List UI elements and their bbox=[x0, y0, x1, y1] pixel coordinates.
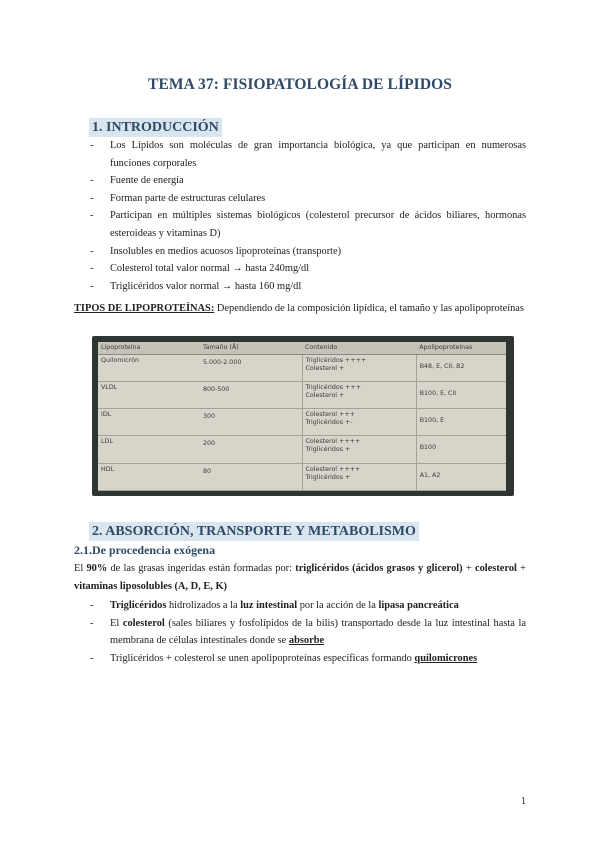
bullet-text: Colesterol total valor normal → hasta 240mg/dl bbox=[110, 263, 310, 275]
table-cell: B100, E, CII bbox=[416, 381, 506, 408]
bullet-dash: - bbox=[90, 600, 94, 611]
bullet-text: Los Lípidos son moléculas de gran importancia biológica, ya que participan en numerosas funciones corporales bbox=[110, 140, 526, 169]
text-bold: luz intestinal bbox=[240, 600, 298, 611]
grasas-paragraph bbox=[74, 560, 526, 595]
table-row bbox=[98, 463, 506, 490]
text: El bbox=[74, 563, 87, 574]
table-cell: Triglicéridos +++ Colesterol + bbox=[302, 381, 416, 408]
text-bold: 90% bbox=[86, 563, 108, 574]
bullet-text: Participan en múltiples sistemas biológicos (colesterol precursor de ácidos biliares, hormonas esteroideas y vitaminas D) bbox=[110, 210, 526, 239]
text-bold: Triglicéridos bbox=[110, 600, 167, 611]
photo-page bbox=[98, 342, 506, 491]
text: de las grasas ingeridas están formadas por: bbox=[107, 563, 296, 574]
bullet-dash: - bbox=[90, 263, 94, 275]
table-row bbox=[98, 409, 506, 436]
text-bold: colesterol bbox=[122, 617, 165, 629]
tipos-label: TIPOS DE LIPOPROTEÍNAS: bbox=[74, 303, 215, 314]
text-bold-underlined: quilomicrones bbox=[414, 652, 478, 664]
column-header: Apolipoproteínas bbox=[416, 342, 506, 354]
absorcion-bullet-list bbox=[0, 597, 600, 667]
table-cell: IDL bbox=[98, 409, 200, 436]
table-cell: Colesterol ++++ Triglicéridos + bbox=[302, 436, 416, 463]
text: Triglicéridos + colesterol se unen apolipoproteínas específicas formando bbox=[110, 652, 415, 664]
bullet-text: Fuente de energía bbox=[110, 175, 184, 187]
table-cell: Quilomicrón bbox=[98, 354, 200, 381]
bullet-dash: - bbox=[90, 192, 94, 204]
page-title: TEMA 37: FISIOPATOLOGÍA DE LÍPIDOS bbox=[148, 76, 452, 93]
bullet-dash: - bbox=[90, 140, 94, 151]
table-cell: 200 bbox=[200, 436, 302, 463]
list-item bbox=[0, 137, 600, 172]
list-item bbox=[0, 260, 600, 278]
text-bold: lipasa pancreática bbox=[378, 600, 459, 611]
lipoprotein-table bbox=[98, 342, 506, 491]
bullet-text: Triglicéridos valor normal → hasta 160 mg/dl bbox=[110, 280, 302, 292]
text-bold: colesterol bbox=[474, 563, 517, 574]
intro-bullet-list bbox=[0, 137, 600, 295]
table-row bbox=[98, 354, 506, 381]
table-row bbox=[98, 436, 506, 463]
table-cell: Triglicéridos ++++ Colesterol + bbox=[302, 354, 416, 381]
table-cell: 300 bbox=[200, 409, 302, 436]
list-item bbox=[0, 650, 600, 668]
table-cell: B100 bbox=[416, 436, 506, 463]
column-header: Tamaño (Å) bbox=[200, 342, 302, 354]
tipos-text: Dependiendo de la composición lipídica, el tamaño y las apolipoproteínas bbox=[214, 303, 524, 314]
text: (sales biliares y fosfolípidos de la bilis) transportado desde la luz intestinal hasta la membrana de células intestinales donde se bbox=[110, 617, 526, 647]
table-cell: VLDL bbox=[98, 381, 200, 408]
table-cell: LDL bbox=[98, 436, 200, 463]
text: por la acción de la bbox=[297, 600, 379, 611]
text: El bbox=[110, 617, 123, 629]
text: hidrolizados a la bbox=[166, 600, 241, 611]
text: + bbox=[516, 563, 526, 574]
bullet-dash: - bbox=[90, 210, 94, 222]
table-cell: Colesterol +++ Triglicéridos +- bbox=[302, 409, 416, 436]
text-bold-underlined: absorbe bbox=[288, 635, 325, 647]
section-heading-absorcion: 2. ABSORCIÓN, TRANSPORTE Y METABOLISMO bbox=[89, 522, 419, 541]
list-item bbox=[0, 615, 600, 650]
list-item bbox=[0, 278, 600, 296]
text: + bbox=[462, 563, 475, 574]
table-row bbox=[98, 381, 506, 408]
bullet-text: Forman parte de estructuras celulares bbox=[110, 192, 266, 204]
text-bold: triglicéridos (ácidos grasos y glicerol) bbox=[295, 563, 463, 574]
lipoprotein-table-photo bbox=[92, 336, 514, 496]
section-heading-introduccion: 1. INTRODUCCIÓN bbox=[89, 118, 222, 137]
tipos-lipoproteinas-paragraph bbox=[74, 300, 526, 318]
column-header: Contenido bbox=[302, 342, 416, 354]
text-bold: vitaminas liposolubles (A, D, E, K) bbox=[74, 580, 227, 592]
bullet-dash: - bbox=[90, 280, 94, 292]
table-header-row bbox=[98, 342, 506, 354]
table-cell: 80 bbox=[200, 463, 302, 490]
table-cell: B100, E bbox=[416, 409, 506, 436]
table-cell: A1, A2 bbox=[416, 463, 506, 490]
list-item bbox=[0, 190, 600, 208]
list-item bbox=[0, 597, 600, 615]
bullet-text: Insolubles en medios acuosos lipoproteínas (transporte) bbox=[110, 245, 342, 257]
table-cell: HDL bbox=[98, 463, 200, 490]
column-header: Lipoproteína bbox=[98, 342, 200, 354]
page-number: 1 bbox=[521, 796, 526, 807]
bullet-dash: - bbox=[90, 245, 94, 257]
table-cell: Colesterol ++++ Triglicéridos + bbox=[302, 463, 416, 490]
table-cell: B48, E, CII, B2 bbox=[416, 354, 506, 381]
bullet-dash: - bbox=[90, 175, 94, 187]
list-item bbox=[0, 243, 600, 261]
bullet-dash: - bbox=[90, 617, 94, 629]
list-item bbox=[0, 172, 600, 190]
list-item bbox=[0, 207, 600, 242]
table-cell: 5.000-2.000 bbox=[200, 354, 302, 381]
table-cell: 800-500 bbox=[200, 381, 302, 408]
subsection-heading: 2.1.De procedencia exógena bbox=[74, 543, 216, 557]
bullet-dash: - bbox=[90, 652, 94, 664]
